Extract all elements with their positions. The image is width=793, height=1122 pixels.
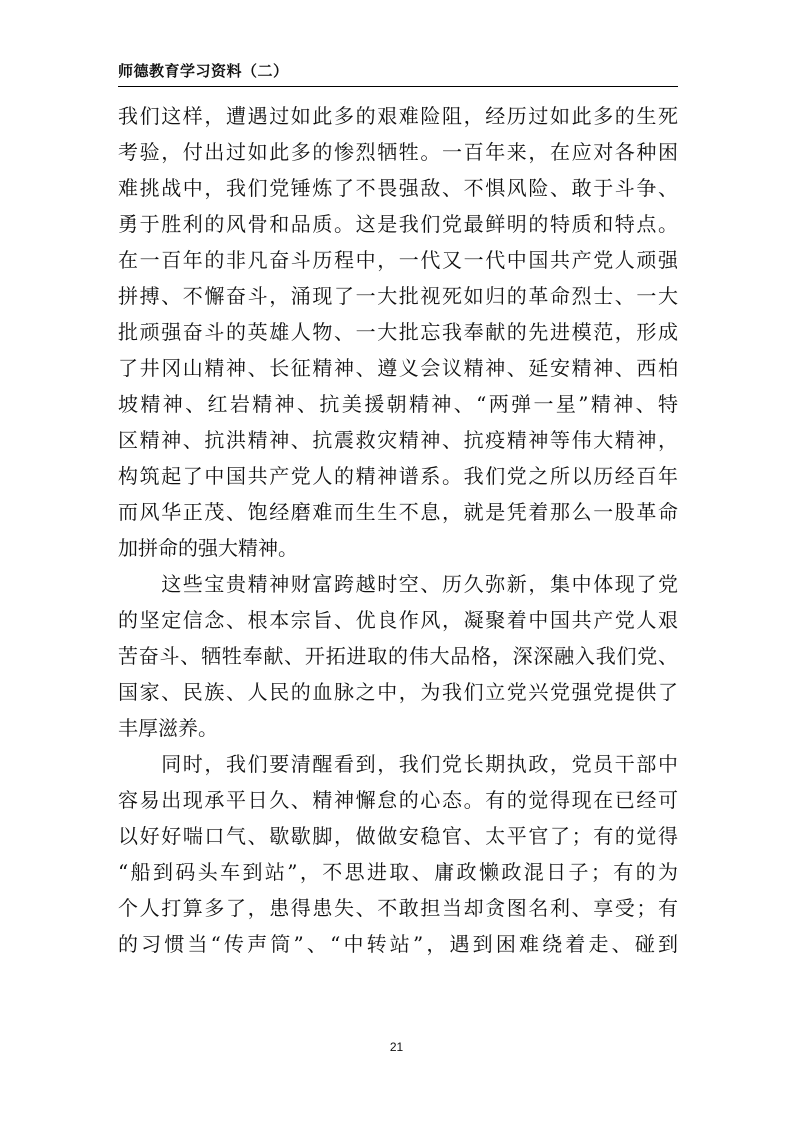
body-text — [118, 98, 678, 962]
text-line: 个人打算多了，患得患失、不敢担当却贪图名利、享受；有 — [118, 896, 678, 920]
text-line: 勇于胜利的风骨和品质。这是我们党最鲜明的特质和特点。 — [118, 212, 678, 236]
text-line: 的坚定信念、根本宗旨、优良作风，凝聚着中国共产党人艰 — [118, 608, 678, 632]
text-line: “船到码头车到站”，不思进取、庸政懒政混日子；有的为 — [118, 860, 678, 884]
text-line: 而风华正茂、饱经磨难而生生不息，就是凭着那么一股革命 — [118, 500, 678, 524]
text-line: 同时，我们要清醒看到，我们党长期执政，党员干部中 — [118, 752, 678, 776]
text-line: 我们这样，遭遇过如此多的艰难险阻，经历过如此多的生死 — [118, 104, 678, 128]
text-line: 这些宝贵精神财富跨越时空、历久弥新，集中体现了党 — [118, 572, 678, 596]
text-line: 坡精神、红岩精神、抗美援朝精神、“两弹一星”精神、特 — [118, 392, 678, 416]
text-line: 批顽强奋斗的英雄人物、一大批忘我奉献的先进模范，形成 — [118, 320, 678, 344]
text-line: 难挑战中，我们党锤炼了不畏强敌、不惧风险、敢于斗争、 — [118, 176, 678, 200]
text-line: 区精神、抗洪精神、抗震救灾精神、抗疫精神等伟大精神， — [118, 428, 678, 452]
text-line: 苦奋斗、牺牲奉献、开拓进取的伟大品格，深深融入我们党、 — [118, 644, 678, 668]
running-header: 师德教育学习资料（二） — [118, 62, 289, 80]
text-line: 容易出现承平日久、精神懈怠的心态。有的觉得现在已经可 — [118, 788, 678, 812]
text-line: 了井冈山精神、长征精神、遵义会议精神、延安精神、西柏 — [118, 356, 678, 380]
text-line: 的习惯当“传声筒”、“中转站”，遇到困难绕着走、碰到 — [118, 932, 678, 956]
page-number: 21 — [389, 1040, 404, 1054]
text-line: 考验，付出过如此多的惨烈牺牲。一百年来，在应对各种困 — [118, 140, 678, 164]
text-line: 国家、民族、人民的血脉之中，为我们立党兴党强党提供了 — [118, 680, 678, 704]
header-rule — [118, 86, 678, 87]
text-line: 丰厚滋养。 — [118, 716, 218, 740]
text-line: 构筑起了中国共产党人的精神谱系。我们党之所以历经百年 — [118, 464, 678, 488]
text-line: 加拼命的强大精神。 — [118, 536, 298, 560]
text-line: 拼搏、不懈奋斗，涌现了一大批视死如归的革命烈士、一大 — [118, 284, 678, 308]
text-line: 以好好喘口气、歇歇脚，做做安稳官、太平官了；有的觉得 — [118, 824, 678, 848]
text-line: 在一百年的非凡奋斗历程中，一代又一代中国共产党人顽强 — [118, 248, 678, 272]
